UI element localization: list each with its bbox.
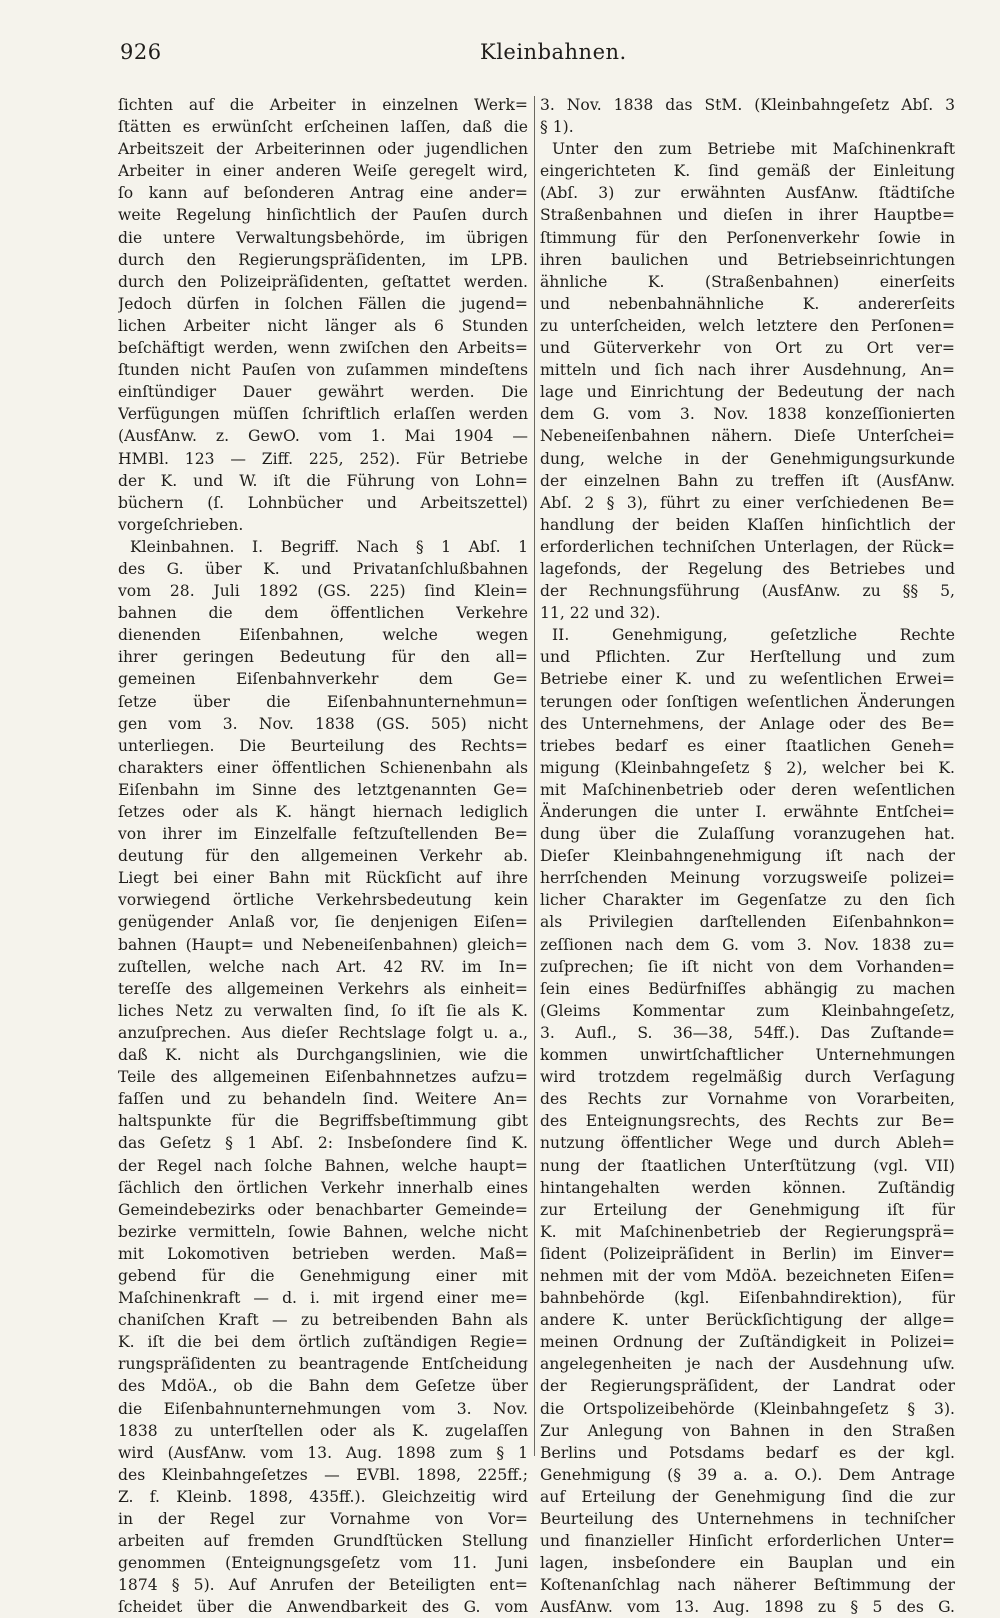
text-line: meinen Ordnung der Zuſtändigkeit in Polizei= xyxy=(540,1333,955,1352)
left-column xyxy=(118,94,528,1618)
text-line: Maſchinenkraft — d. i. mit irgend einer me= xyxy=(118,1289,528,1308)
text-line: Kleinbahnen. I. Begriff. Nach § 1 Abſ. 1 xyxy=(130,537,528,556)
text-line: das Geſetz § 1 Abſ. 2: Insbeſondere ſind K. xyxy=(118,1134,528,1153)
text-line: ähnliche K. (Straßenbahnen) einerſeits xyxy=(540,272,955,291)
text-line: Straßenbahnen und dieſen in ihrer Hauptbe= xyxy=(540,206,955,225)
text-line: Teile des allgemeinen Eiſenbahnnetzes aufzu= xyxy=(118,1068,528,1087)
text-line: lagefonds, der Regelung des Betriebes und xyxy=(540,559,955,578)
text-line: hintangehalten werden können. Zuſtändig xyxy=(540,1178,955,1197)
running-head: Kleinbahnen. xyxy=(480,40,627,64)
text-line: Liegt bei einer Bahn mit Rückſicht auf ihre xyxy=(118,869,528,888)
text-line: ſetzes oder als K. hängt hiernach lediglich xyxy=(118,803,528,821)
text-line: Verfügungen müſſen ſchriftlich erlaſſen werden xyxy=(118,405,528,424)
text-line: § 1). xyxy=(540,118,574,137)
text-line: und nebenbahnähnliche K. andererſeits xyxy=(540,294,955,313)
text-line: Zur Anlegung von Bahnen in den Straßen xyxy=(540,1421,955,1440)
text-line: Berlins und Potsdams bedarf es der kgl. xyxy=(540,1443,955,1462)
text-line: gen vom 3. Nov. 1838 (GS. 505) nicht xyxy=(118,714,528,733)
text-line: Änderungen die unter I. erwähnte Entſchei= xyxy=(540,803,955,821)
text-line: ſächlich den örtlichen Verkehr innerhalb eines xyxy=(118,1178,528,1197)
text-line: triebes bedarf es einer ſtaatlichen Geneh= xyxy=(540,736,955,755)
text-line: lage und Einrichtung der Bedeutung der nach xyxy=(540,383,955,402)
text-line: die untere Verwaltungsbehörde, im übrigen xyxy=(118,228,528,247)
text-line: der einzelnen Bahn zu treffen iſt (AusfAnw. xyxy=(540,471,955,490)
text-line: liches Netz zu verwalten ſind, ſo iſt ſie als K. xyxy=(118,1001,528,1020)
text-line: durch den Regierungspräſidenten, im LPB. xyxy=(118,250,528,269)
text-line: beſchäftigt werden, wenn zwiſchen den Arbeits= xyxy=(118,339,528,358)
text-line: erforderlichen techniſchen Unterlagen, der Rück= xyxy=(540,537,955,556)
text-line: Dieſer Kleinbahngenehmigung iſt nach der xyxy=(540,847,955,866)
text-line: haltspunkte für die Begriffsbeſtimmung gibt xyxy=(118,1112,528,1131)
text-line: K. mit Maſchinenbetrieb der Regierungsprä= xyxy=(540,1222,955,1241)
text-line: ſo kann auf beſonderen Antrag eine ander= xyxy=(118,184,528,203)
text-line: 3. Nov. 1838 das StM. (Kleinbahngeſetz Abſ. 3 xyxy=(540,96,955,114)
text-line: lichen Arbeiter nicht länger als 6 Stunden xyxy=(118,316,528,335)
text-line: Unter den zum Betriebe mit Maſchinenkraft xyxy=(552,140,955,159)
text-line: (AusfAnw. z. GewO. vom 1. Mai 1904 — xyxy=(118,427,528,446)
text-line: und Pflichten. Zur Herſtellung und zum xyxy=(540,648,955,667)
text-line: Arbeitszeit der Arbeiterinnen oder jugendlichen xyxy=(118,140,528,159)
text-line: ſtätten es erwünſcht erſcheinen laſſen, daß die xyxy=(118,118,528,137)
text-line: Z. f. Kleinb. 1898, 435ff.). Gleichzeitig wird xyxy=(118,1487,528,1506)
text-line: des Kleinbahngeſetzes — EVBl. 1898, 225ff.; xyxy=(118,1465,528,1484)
text-line: ihrer geringen Bedeutung für den all= xyxy=(118,648,528,667)
text-line: II. Genehmigung, geſetzliche Rechte xyxy=(552,626,955,645)
text-line: 3. Aufl., S. 36—38, 54ff.). Das Zuſtande= xyxy=(540,1023,955,1042)
text-line: charakters einer öffentlichen Schienenbahn als xyxy=(118,758,528,777)
text-line: Jedoch dürfen in ſolchen Fällen die jugend= xyxy=(118,294,528,313)
text-line: und Güterverkehr von Ort zu Ort ver= xyxy=(540,339,955,358)
text-line: daß K. nicht als Durchgangslinien, wie die xyxy=(118,1046,528,1065)
text-line: bezirke vermitteln, ſowie Bahnen, welche nicht xyxy=(118,1222,528,1241)
text-line: andere K. unter Berückſichtigung der allge= xyxy=(540,1311,955,1330)
text-line: Nebeneiſenbahnen nähern. Dieſe Unterſchei= xyxy=(540,427,955,446)
text-line: genommen (Enteignungsgeſetz vom 11. Juni xyxy=(118,1554,528,1573)
text-line: arbeiten auf fremden Grundſtücken Stellung xyxy=(118,1532,528,1551)
text-line: Beurteilung des Unternehmens in techniſcher xyxy=(540,1510,955,1528)
text-line: (Abſ. 3) zur erwähnten AusfAnw. ſtädtiſche xyxy=(540,184,955,203)
text-line: mit Lokomotiven betrieben werden. Maß= xyxy=(118,1244,528,1263)
text-line: gebend für die Genehmigung einer mit xyxy=(118,1266,528,1285)
text-line: wird trotzdem regelmäßig durch Verſagung xyxy=(540,1068,955,1087)
text-line: bahnen (Haupt= und Nebeneiſenbahnen) gleich= xyxy=(118,935,528,954)
text-line: der K. und W. iſt die Führung von Lohn= xyxy=(118,471,528,490)
text-line: 1874 § 5). Auf Anrufen der Beteiligten ent= xyxy=(118,1576,528,1595)
text-line: Betriebe einer K. und zu weſentlichen Erwei= xyxy=(540,670,955,689)
text-line: die Eiſenbahnunternehmungen vom 3. Nov. xyxy=(118,1399,528,1418)
text-line: HMBl. 123 — Ziff. 225, 252). Für Betriebe xyxy=(118,449,528,468)
text-line: K. iſt die bei dem örtlich zuſtändigen Regie= xyxy=(118,1333,528,1352)
text-line: handlung der beiden Klaſſen hinſichtlich der xyxy=(540,515,955,534)
text-line: auf Erteilung der Genehmigung ſind die zur xyxy=(540,1487,955,1506)
text-line: rungspräſidenten zu beantragende Entſcheidung xyxy=(118,1355,528,1374)
text-line: ſein eines Bedürfniſſes abhängig zu machen xyxy=(540,979,955,998)
text-line: tereſſe des allgemeinen Verkehrs als einheit= xyxy=(118,979,528,998)
text-line: ſcheidet über die Anwendbarkeit des G. vom xyxy=(118,1598,528,1617)
text-line: büchern (ſ. Lohnbücher und Arbeitszettel) xyxy=(118,493,528,512)
text-line: kommen unwirtſchaftlicher Unternehmungen xyxy=(540,1046,955,1065)
text-line: der Rechnungsführung (AusfAnw. zu §§ 5, xyxy=(540,582,955,601)
page-header xyxy=(120,40,960,80)
text-line: Koſtenanſchlag nach näherer Beſtimmung der xyxy=(540,1576,955,1595)
text-line: migung (Kleinbahngeſetz § 2), welcher bei K. xyxy=(540,758,955,777)
text-line: ſtimmung für den Perſonenverkehr ſowie in xyxy=(540,228,955,247)
text-line: zeſſionen nach dem G. vom 3. Nov. 1838 zu= xyxy=(540,935,955,954)
text-line: wird (AusfAnw. vom 13. Aug. 1898 zum § 1 xyxy=(118,1443,528,1462)
text-line: von ihrer im Einzelfalle feſtzuſtellenden Be= xyxy=(118,825,528,844)
text-line: dung über die Zulaſſung voranzugehen hat. xyxy=(540,825,955,844)
right-column xyxy=(540,94,955,1618)
text-line: nung der ſtaatlichen Unterſtützung (vgl. VII) xyxy=(540,1156,955,1175)
text-line: unterliegen. Die Beurteilung des Rechts= xyxy=(118,736,528,755)
text-line: Genehmigung (§ 39 a. a. O.). Dem Antrage xyxy=(540,1465,955,1484)
text-line: des G. über K. und Privatanſchlußbahnen xyxy=(118,559,528,578)
text-line: AusfAnw. vom 13. Aug. 1898 zu § 5 des G. xyxy=(540,1598,955,1617)
text-line: anzuſprechen. Aus dieſer Rechtslage folgt u. a., xyxy=(118,1023,528,1042)
text-line: chaniſchen Kraft — zu betreibenden Bahn als xyxy=(118,1311,528,1330)
text-line: der Regel nach ſolche Bahnen, welche haupt= xyxy=(118,1156,528,1175)
text-line: weite Regelung hinſichtlich der Pauſen durch xyxy=(118,206,528,225)
text-line: vom 28. Juli 1892 (GS. 225) ſind Klein= xyxy=(118,582,528,601)
text-line: genügender Anlaß vor, ſie denjenigen Eiſen= xyxy=(118,913,528,932)
text-line: Gemeindebezirks oder benachbarter Gemeinde= xyxy=(118,1200,528,1219)
text-line: ſichten auf die Arbeiter in einzelnen Werk= xyxy=(118,96,528,114)
text-line: des Rechts zur Vornahme von Vorarbeiten, xyxy=(540,1090,955,1109)
text-line: herrſchenden Meinung vorzugsweiſe polizei= xyxy=(540,869,955,888)
text-line: Arbeiter in einer anderen Weiſe geregelt wird, xyxy=(118,162,528,181)
text-line: zuſtellen, welche nach Art. 42 RV. im In= xyxy=(118,957,528,976)
text-line: der Regierungspräſident, der Landrat oder xyxy=(540,1377,955,1396)
text-line: dung, welche in der Genehmigungsurkunde xyxy=(540,449,955,468)
text-line: dem G. vom 3. Nov. 1838 konzeſſionierten xyxy=(540,405,955,424)
text-line: und finanzieller Hinſicht erforderlichen Unter= xyxy=(540,1532,955,1551)
text-line: licher Charakter im Gegenſatze zu den ſich xyxy=(540,891,955,910)
text-line: bahnbehörde (kgl. Eiſenbahndirektion), für xyxy=(540,1289,955,1308)
text-line: mitteln und ſich nach ihrer Ausdehnung, An= xyxy=(540,361,955,380)
text-line: ſetze über die Eiſenbahnunternehmun= xyxy=(118,692,528,711)
text-line: 1838 zu unterſtellen oder als K. zugelaſſen xyxy=(118,1421,528,1440)
text-line: angelegenheiten je nach der Ausdehnung uſw. xyxy=(540,1355,955,1374)
text-line: ſident (Polizeipräſident in Berlin) im Einver= xyxy=(540,1244,955,1263)
text-line: Eiſenbahn im Sinne des letztgenannten Ge= xyxy=(118,780,528,799)
text-line: Abſ. 2 § 3), führt zu einer verſchiedenen Be= xyxy=(540,493,955,512)
text-line: dienenden Eiſenbahnen, welche wegen xyxy=(118,626,528,645)
text-line: mit Maſchinenbetrieb oder deren weſentlichen xyxy=(540,780,955,799)
page-number: 926 xyxy=(120,40,162,64)
text-line: 11, 22 und 32). xyxy=(540,604,661,623)
text-line: des Unternehmens, der Anlage oder des Be= xyxy=(540,714,955,733)
text-line: ihren baulichen und Betriebseinrichtungen xyxy=(540,250,955,269)
text-line: gemeinen Eiſenbahnverkehr dem Ge= xyxy=(118,670,528,689)
text-line: faſſen und zu behandeln ſind. Weitere An= xyxy=(118,1090,528,1109)
column-divider xyxy=(534,96,535,1456)
text-line: bahnen die dem öffentlichen Verkehre xyxy=(118,604,528,623)
text-line: zu unterſcheiden, welch letztere den Perſonen= xyxy=(540,316,955,335)
text-line: zuſprechen; ſie iſt nicht von dem Vorhanden= xyxy=(540,957,955,976)
text-line: nehmen mit der vom MdöA. bezeichneten Eiſen= xyxy=(540,1266,955,1285)
text-line: ſtunden nicht Pauſen von zuſammen mindeſtens xyxy=(118,361,528,380)
text-line: lagen, insbeſondere ein Bauplan und ein xyxy=(540,1554,955,1573)
text-line: des Enteignungsrechts, des Rechts zur Be= xyxy=(540,1112,955,1131)
text-line: des MdöA., ob die Bahn dem Geſetze über xyxy=(118,1377,528,1396)
text-line: durch den Polizeipräſidenten, geſtattet werden. xyxy=(118,272,528,291)
text-line: nutzung öffentlicher Wege und durch Ableh= xyxy=(540,1134,955,1153)
text-line: terungen oder ſonſtigen weſentlichen Änderungen xyxy=(540,692,955,711)
text-line: vorwiegend örtliche Verkehrsbedeutung kein xyxy=(118,891,528,910)
text-line: deutung für den allgemeinen Verkehr ab. xyxy=(118,847,528,866)
text-line: eingerichteten K. ſind gemäß der Einleitung xyxy=(540,162,955,181)
text-line: vorgeſchrieben. xyxy=(118,515,244,534)
text-line: (Gleims Kommentar zum Kleinbahngeſetz, xyxy=(540,1001,955,1020)
text-line: zur Erteilung der Genehmigung iſt für xyxy=(540,1200,955,1219)
text-line: die Ortspolizeibehörde (Kleinbahngeſetz § 3). xyxy=(540,1399,955,1418)
text-line: in der Regel zur Vornahme von Vor= xyxy=(118,1510,528,1528)
text-line: als Privilegien darſtellenden Eiſenbahnkon= xyxy=(540,913,955,932)
text-line: einſtündiger Dauer gewährt werden. Die xyxy=(118,383,528,402)
